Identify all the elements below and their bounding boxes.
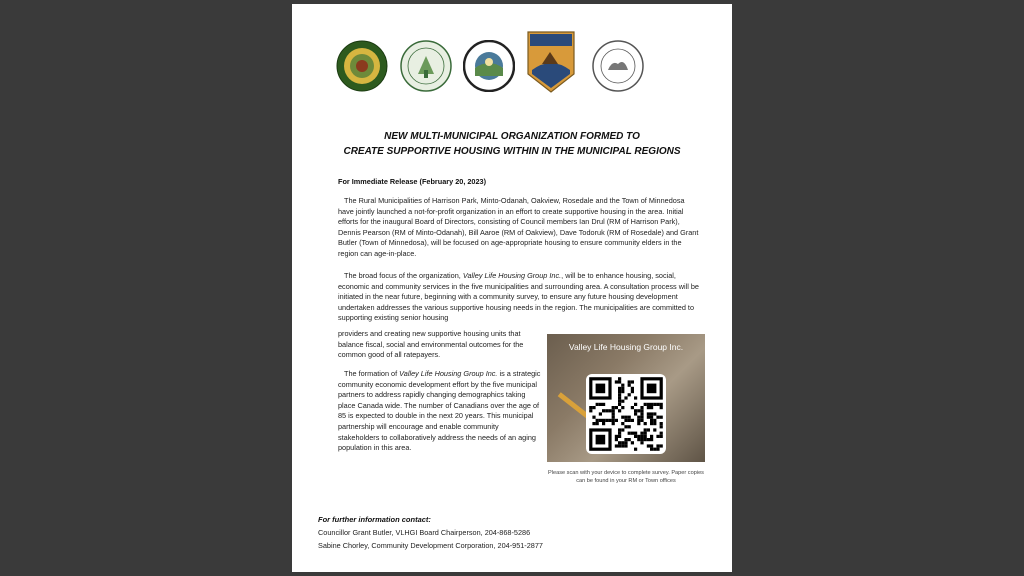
paragraph-2-top: The broad focus of the organization, Valley Life Housing Group Inc., will be to enhance housing, social, economic and community services in the five municipalities and surrounding area. A consultation process will be initiated in the near future, beginning with a community survey, to ensure any future housing development undertaken addresses the various supportive housing needs in the region. The municipalities are committed to supporting existing senior housing — [338, 271, 699, 323]
rosedale-seal-icon — [336, 40, 388, 92]
minto-odanah-seal — [400, 40, 452, 92]
headline-line-1: NEW MULTI-MUNICIPAL ORGANIZATION FORMED TO — [384, 131, 640, 142]
paragraph-3: The formation of Valley Life Housing Group Inc. is a strategic community economic development effort by the five municipal partners to address rapidly changing demographics taking place Canada wide. The number of Canadians over the age of 85 is expected to double in the next 20 years. This municipal partnership will encourage and enable community stakeholders to collaboratively address the needs of an aging population in this area. — [338, 369, 541, 453]
paragraph-1: The Rural Municipalities of Harrison Park, Minto-Odanah, Oakview, Rosedale and the Town of Minnedosa have jointly launched a not-for-profit organization in an effort to create supportive housing in the area. Initial efforts for the inaugural Board of Directors, consisting of Council members Ian Drul (RM of Harrison Park), Dennis Pearson (RM of Minto-Odanah), Bill Aaroe (RM of Oakview), Dave Todoruk (RM of Rosedale) and Grant Butler (Town of Minnedosa), will be focused on age-appropriate housing to ensure community elders in the region can age-in-place. — [338, 196, 699, 258]
release-date: For Immediate Release (February 20, 2023) — [338, 177, 487, 186]
press-release-page — [292, 4, 732, 572]
minto-odanah-seal-icon — [400, 40, 452, 92]
survey-qr-code[interactable] — [586, 374, 666, 454]
qr-caption: Please scan with your device to complete survey. Paper copies can be found in your RM or Town offices — [548, 470, 704, 484]
harrison-park-crest — [526, 30, 576, 94]
oakview-seal-icon — [592, 40, 644, 92]
contact-heading: For further information contact: — [318, 515, 431, 524]
oakview-seal — [592, 40, 644, 92]
paragraph-2-bottom: providers and creating new supportive housing units that balance fiscal, social and environmental outcomes for the common good of all ratepayers. — [338, 329, 524, 360]
contact-line-1: Councillor Grant Butler, VLHGI Board Chairperson, 204-868-5286 — [318, 528, 531, 537]
harrison-park-crest-icon — [526, 30, 576, 94]
contact-line-2: Sabine Chorley, Community Development Corporation, 204-951-2877 — [318, 541, 543, 550]
qr-code-icon — [586, 374, 666, 454]
town-of-minnedosa-seal — [463, 40, 515, 92]
survey-qr-panel[interactable] — [547, 334, 705, 462]
minnedosa-seal-icon — [463, 40, 515, 92]
headline-line-2: CREATE SUPPORTIVE HOUSING WITHIN IN THE MUNICIPAL REGIONS — [343, 146, 681, 157]
rm-of-rosedale-seal — [336, 40, 388, 92]
qr-panel-title: Valley Life Housing Group Inc. — [568, 342, 684, 352]
